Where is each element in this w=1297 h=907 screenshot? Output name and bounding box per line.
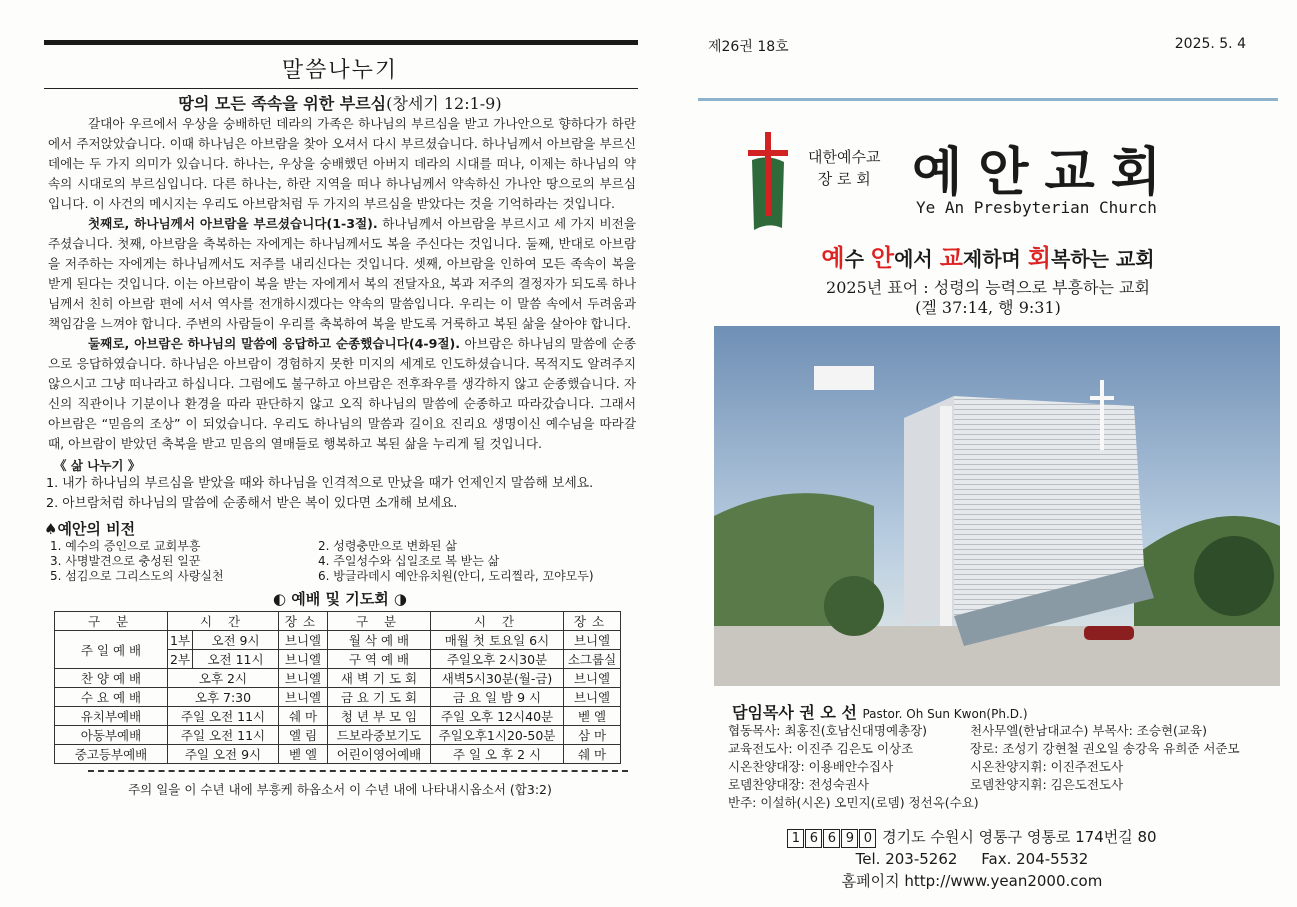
vision-item: 5. 섬김으로 그리스도의 사랑실천 (50, 569, 224, 583)
cell: 주 일 예 배 (55, 631, 168, 669)
cell: 삼 마 (564, 726, 621, 745)
cell: 아동부예배 (55, 726, 168, 745)
life-question-2: 2. 아브람처럼 하나님의 말씀에 순종해서 받은 복이 있다면 소개해 보세요. (46, 496, 458, 511)
cell: 벧 엘 (279, 745, 328, 764)
footer-verse: 주의 일을 이 수년 내에 부흥케 하옵소서 이 수년 내에 나타내시옵소서 (합3:2) (128, 782, 552, 797)
cell: 매월 첫 토요일 6시 (431, 631, 564, 650)
issue-date: 2025. 5. 4 (1174, 36, 1246, 52)
cell: 새 벽 기 도 회 (328, 669, 431, 688)
staff-entry: 협동목사: 최홍진(호남신대명예총장) (728, 723, 928, 738)
column-header: 시 간 (431, 612, 564, 631)
zip-digit: 6 (823, 829, 840, 848)
cell: 오후 2시 (168, 669, 279, 688)
life-sharing-list (46, 474, 640, 514)
vision-item: 4. 주일성수와 십일조로 복 받는 삶 (318, 554, 500, 568)
table-row (55, 669, 621, 688)
sermon-body (48, 114, 636, 454)
cell: 오후 7:30 (168, 688, 279, 707)
staff-entry: 시온찬양지휘: 이진주전도사 (970, 759, 1124, 774)
senior-pastor (732, 700, 1028, 723)
issue-number: 제26권 18호 (708, 39, 789, 55)
yearly-theme-ref: (겔 37:14, 행 9:31) (915, 298, 1061, 317)
motto-text: 복하는 교회 (1051, 247, 1155, 271)
motto-text: 수 (844, 247, 871, 271)
life-sharing-heading: 《 삶 나누기 》 (54, 458, 141, 473)
sermon-paragraph-1: 갈대아 우르에서 우상을 숭배하던 데라의 가족은 하나님의 부르심을 받고 가나안으로 향하다가 하란에서 주저앉았습니다. 이때 하나님은 아브람을 찾아 오셔서 다시 부르셨습니다. 하나님께서 아브람을 부르신 데에는 두 가지 의미가 있습니다. 하나는, 우상을 숭배했던 아버지 데라의 시대를 떠나, 이제는 하나님의 약속의 시대로의 부르심입니다. 다른 하나는, 하란 지역을 떠나 하나님께서 약속하신 가나안 땅으로의 부르심입니다. 이 사건의 메시지는 우리도 아브람처럼 두 가지의 부르심을 받았다는 것을 기억하라는 것입니다. (48, 116, 636, 211)
table-row (55, 745, 621, 764)
cell: 오전 11시 (193, 650, 279, 669)
yearly-theme (698, 278, 1278, 318)
staff-row (728, 740, 1288, 758)
cell: 찬 양 예 배 (55, 669, 168, 688)
cell: 월 삭 예 배 (328, 631, 431, 650)
column-header: 시 간 (168, 612, 279, 631)
zip-digit: 9 (841, 829, 858, 848)
cell: 오전 9시 (193, 631, 279, 650)
title-rule (44, 88, 638, 89)
vision-item: 1. 예수의 증인으로 교회부흥 (50, 539, 201, 553)
cell: 브니엘 (564, 688, 621, 707)
motto-accent: 안 (870, 244, 895, 272)
sermon-page (40, 40, 640, 798)
worship-title: ◐ 예배 및 기도회 ◑ (272, 590, 407, 608)
column-header: 장소 (564, 612, 621, 631)
vision-list (50, 539, 640, 584)
point-2-heading: 둘째로, 아브람은 하나님의 말씀에 응답하고 순종했습니다(4-9절). (88, 336, 461, 351)
motto-text: 제하며 (962, 247, 1028, 271)
cell: 중고등부예배 (55, 745, 168, 764)
cell: 2부 (168, 650, 193, 669)
church-cross-logo-icon (748, 132, 788, 232)
contact-info (752, 826, 1192, 892)
zip-digit: 0 (859, 829, 876, 848)
motto-accent: 회 (1027, 244, 1051, 272)
staff-entry: 천사무엘(한남대교수) 부목사: 조승현(교육) (970, 723, 1207, 738)
point-1-text: 하나님께서 아브람을 부르시고 세 가지 비전을 주셨습니다. 첫째, 아브람을 축복하는 자에게는 하나님께서도 복을 주신다는 것입니다. 둘째, 반대로 아브람을 저주하는 자에게는 하나님께서도 저주를 내리신다는 것입니다. 셋째, 아브람을 인하여 모든 족속이 복을 받게 된다는 것입니다. 이는 아브람이 복을 받는 자에게서 복의 전달자요, 복과 저주의 결정자가 되도록 하나님께서 친히 아브람 편에 서서 역사를 전개하시겠다는 약속의 말씀입니다. 우리는 이 말씀 속에서 두려움과 책임감을 느껴야 합니다. 주변의 사람들이 우리를 축복하여 복을 받도록 거룩하고 복된 삶을 살아야 합니다. (48, 216, 636, 331)
column-header: 구 분 (55, 612, 168, 631)
table-row (55, 631, 621, 650)
staff-entry: 로뎀찬양대장: 전성숙권사 (728, 777, 870, 792)
cell: 주일오후1시20-50분 (431, 726, 564, 745)
cell: 1부 (168, 631, 193, 650)
sermon-title (40, 91, 640, 114)
zip-code (787, 828, 877, 846)
staff-entry: 반주: 이설하(시온) 오민지(로뎀) 정선옥(수요) (728, 795, 979, 810)
staff-entry: 로뎀찬양지휘: 김은도전도사 (970, 777, 1124, 792)
yearly-theme-text: 2025년 표어 : 성령의 능력으로 부흥하는 교회 (826, 278, 1150, 297)
cell: 금 요 기 도 회 (328, 688, 431, 707)
point-1-heading: 첫째로, 하나님께서 아브람을 부르셨습니다(1-3절). (88, 216, 378, 231)
sermon-title-text: 땅의 모든 족속을 위한 부르심 (178, 94, 387, 113)
pastor-name-english: Pastor. Oh Sun Kwon(Ph.D.) (862, 707, 1028, 721)
cell: 브니엘 (279, 688, 328, 707)
cell: 주 일 오 후 2 시 (431, 745, 564, 764)
staff-list (728, 722, 1288, 812)
life-question-1: 1. 내가 하나님의 부르심을 받았을 때와 하나님을 인격적으로 만났을 때가 언제인지 말씀해 보세요. (46, 476, 594, 491)
cell: 엘 림 (279, 726, 328, 745)
zip-digit: 1 (787, 829, 804, 848)
staff-row (728, 794, 1288, 812)
table-header-row (55, 612, 621, 631)
church-name-english: Ye An Presbyterian Church (916, 198, 1157, 217)
worship-table (54, 611, 621, 764)
cell: 브니엘 (279, 669, 328, 688)
cell: 청 년 부 모 임 (328, 707, 431, 726)
church-motto (698, 238, 1278, 273)
cell: 브니엘 (564, 631, 621, 650)
cell: 금 요 일 밤 9 시 (431, 688, 564, 707)
cell: 주일 오전 11시 (168, 707, 279, 726)
sermon-ref: (창세기 12:1-9) (386, 94, 502, 113)
staff-row (728, 722, 1288, 740)
address: 경기도 수원시 영통구 영통로 174번길 80 (882, 828, 1157, 846)
vision-heading: ♠예안의 비전 (44, 520, 136, 538)
staff-entry: 장로: 조성기 강현철 권오일 송강욱 유희준 서준모 (970, 741, 1240, 756)
sermon-paragraph-2 (48, 214, 636, 334)
cell: 주일 오전 11시 (168, 726, 279, 745)
staff-entry: 교육전도사: 이진주 김은도 이상조 (728, 741, 914, 756)
cell: 주일 오후 12시40분 (431, 707, 564, 726)
cell: 벧 엘 (564, 707, 621, 726)
point-2-text: 아브람은 하나님의 말씀에 순종으로 응답하였습니다. 하나님은 아브람이 경험하지 못한 미지의 세계로 인도하셨습니다. 목적지도 알려주지 않으시고 그냥 떠나라고 하십니다. 그럼에도 불구하고 아브람은 전후좌우를 생각하지 않고 순종했습니다. 자신의 직관이나 기분이나 환경을 따라 판단하지 않고 오직 하나님의 말씀에 순종하고 따라갔습니다. 그래서 아브람은 “믿음의 조상” 이 되었습니다. 우리도 하나님의 말씀과 길이요 진리요 생명이신 예수님을 따라갈 때, 아브람이 받았던 축복을 받고 믿음의 열매들로 행복하고 복된 삶을 누리게 될 것입니다. (48, 336, 636, 451)
phone-fax: Tel. 203-5262 Fax. 204-5532 (855, 850, 1089, 868)
staff-row (728, 758, 1288, 776)
cell: 드보라중보기도 (328, 726, 431, 745)
cell: 새벽5시30분(월-금) (431, 669, 564, 688)
section-title: 말씀나누기 (281, 58, 399, 83)
homepage-link[interactable]: 홈페이지 http://www.yean2000.com (841, 872, 1103, 890)
header-rule (698, 98, 1278, 101)
cell: 구 역 예 배 (328, 650, 431, 669)
address-line (752, 826, 1192, 848)
column-header: 구 분 (328, 612, 431, 631)
cell: 주일 오전 9시 (168, 745, 279, 764)
church-building-image (714, 326, 1280, 686)
table-row (55, 688, 621, 707)
cell: 쉐 마 (564, 745, 621, 764)
cell: 유치부예배 (55, 707, 168, 726)
staff-entry: 시온찬양대장: 이용배안수집사 (728, 759, 894, 774)
cell: 어린이영어예배 (328, 745, 431, 764)
church-name: 예안교회 (912, 142, 1177, 203)
table-row (55, 707, 621, 726)
vision-item: 2. 성령충만으로 변화된 삶 (318, 539, 457, 553)
top-rule (44, 40, 638, 45)
denomination-line-2: 장 로 회 (817, 170, 871, 188)
denomination-line-1: 대한예수교 (808, 148, 881, 166)
vision-item: 6. 방글라데시 예안유치원(안디, 도리찔라, 꼬야모두) (318, 569, 594, 583)
column-header: 장소 (279, 612, 328, 631)
motto-text: 에서 (894, 247, 940, 271)
motto-accent: 교 (939, 244, 963, 272)
cell: 브니엘 (279, 631, 328, 650)
sermon-paragraph-3 (48, 334, 636, 454)
zip-digit: 6 (805, 829, 822, 848)
denomination (808, 146, 880, 190)
cell: 소그룹실 (564, 650, 621, 669)
cell: 브니엘 (564, 669, 621, 688)
staff-row (728, 776, 1288, 794)
vision-item: 3. 사명발견으로 충성된 일꾼 (50, 554, 201, 568)
cell: 주일오후 2시30분 (431, 650, 564, 669)
cell: 브니엘 (279, 650, 328, 669)
cell: 수 요 예 배 (55, 688, 168, 707)
table-row (55, 726, 621, 745)
cell: 쉐 마 (279, 707, 328, 726)
pastor-name: 담임목사 권 오 선 (732, 703, 857, 722)
dashed-divider (88, 770, 628, 772)
motto-accent: 예 (821, 244, 845, 272)
